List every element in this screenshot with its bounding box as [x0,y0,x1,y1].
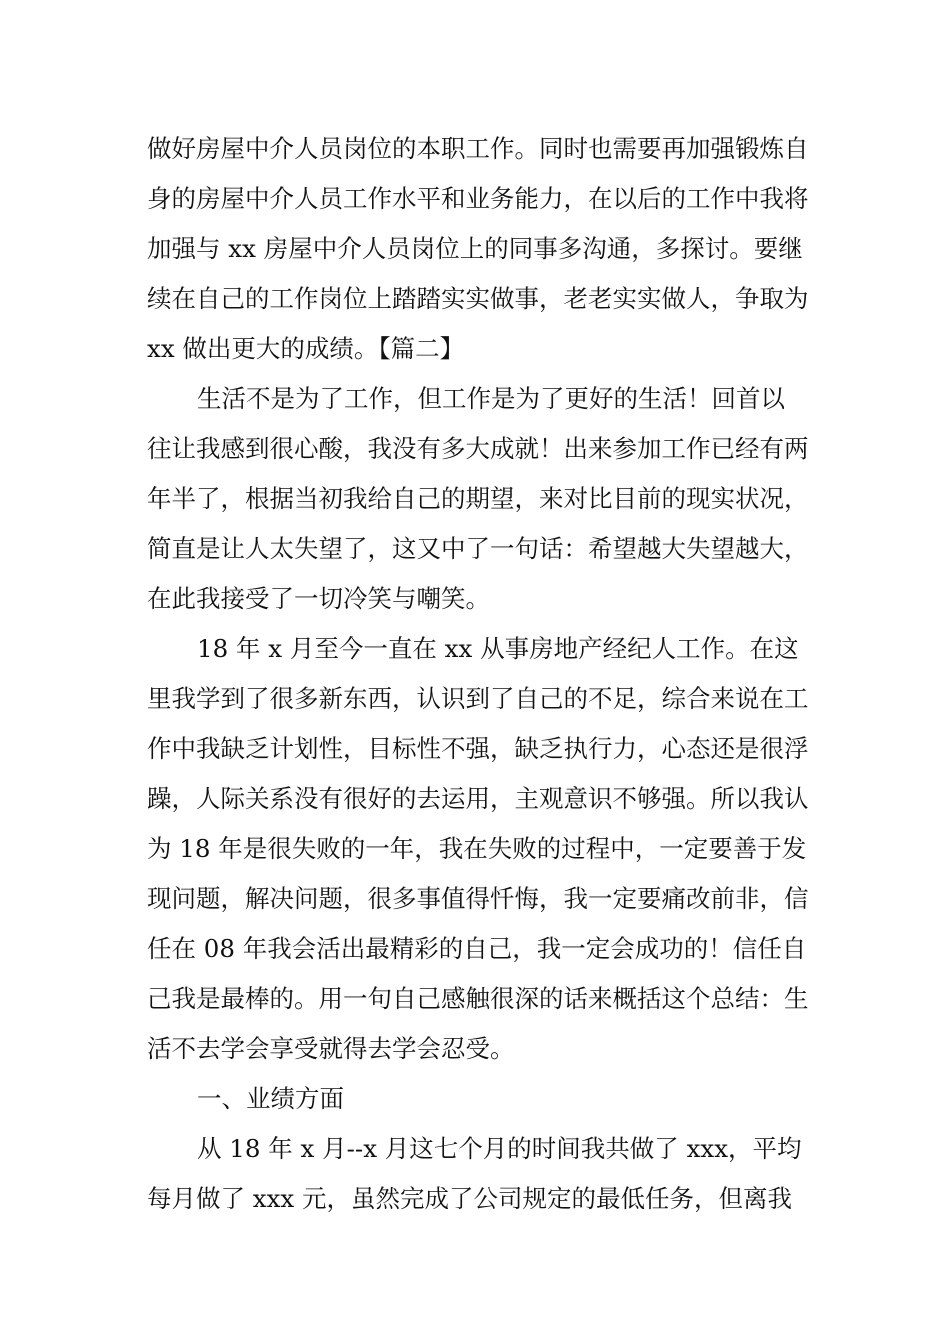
document-body [147,124,817,1224]
paragraph-continuation: 做好房屋中介人员岗位的本职工作。同时也需要再加强锻炼自身的房屋中介人员工作水平和业务能力，在以后的工作中我将加强与 xx 房屋中介人员岗位上的同事多沟通，多探讨。要继续在自己的工作岗位上踏踏实实做事，老老实实做人，争取为 xx 做出更大的成绩。【篇二】 [147,134,817,363]
paragraph-life-and-work: 生活不是为了工作，但工作是为了更好的生活！回首以往让我感到很心酸，我没有多大成就！出来参加工作已经有两年半了，根据当初我给自己的期望，来对比目前的现实状况，简直是让人太失望了，这又中了一句话：希望越大失望越大，在此我接受了一切冷笑与嘲笑。 [147,384,809,613]
paragraph-work-review: 18 年 x 月至今一直在 xx 从事房地产经纪人工作。在这里我学到了很多新东西，认识到了自己的不足，综合来说在工作中我缺乏计划性，目标性不强，缺乏执行力，心态还是很浮躁，人际关系没有很好的去运用，主观意识不够强。所以我认为 18 年是很失败的一年，我在失败的过程中，一定要善于发现问题，解决问题，很多事值得忏悔，我一定要痛改前非，信任在 08 年我会活出最精彩的自己，我一定会成功的！信任自己我是最棒的。用一句自己感触很深的话来概括这个总结：生活不去学会享受就得去学会忍受。 [147,634,809,1063]
section-heading-performance: 一、业绩方面 [197,1084,344,1113]
paragraph-performance: 从 18 年 x 月--x 月这七个月的时间我共做了 xxx，平均每月做了 xxx 元，虽然完成了公司规定的最低任务，但离我 [147,1134,802,1213]
